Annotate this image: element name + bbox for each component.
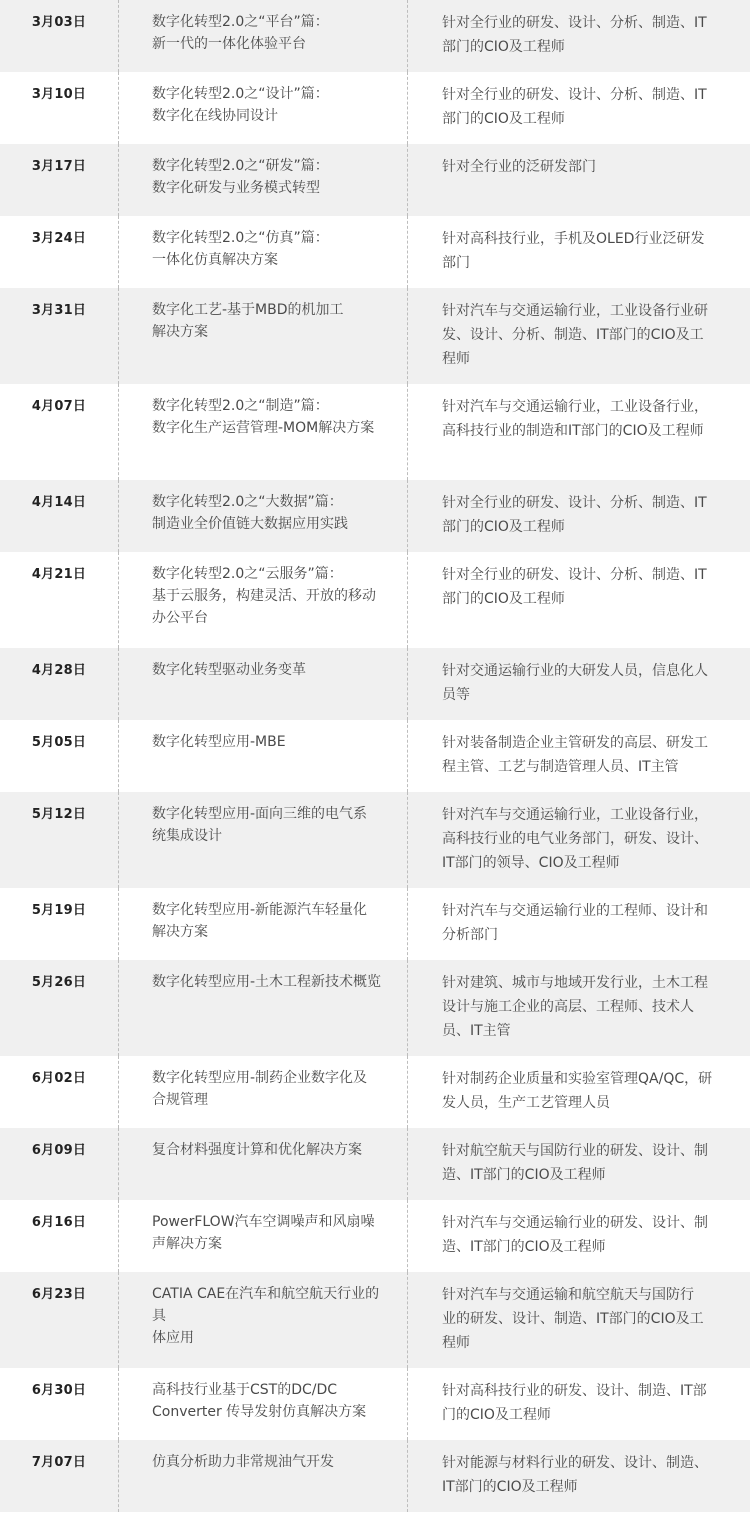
table-row (0, 288, 750, 384)
table-row (0, 1200, 750, 1272)
table-row (0, 648, 750, 720)
audience-cell: 针对汽车与交通运输行业，工业设备行业研 发、设计、分析、制造、IT部门的CIO及工 程师 (442, 303, 708, 367)
audience-cell: 针对汽车与交通运输行业的研发、设计、制 造、IT部门的CIO及工程师 (442, 1215, 708, 1255)
table-row (0, 0, 750, 72)
date-cell (0, 1056, 119, 1128)
topic-cell: 仿真分析助力非常规油气开发 (119, 1440, 408, 1512)
topic-cell: CATIA CAE在汽车和航空航天行业的具 体应用 (119, 1272, 408, 1368)
table-row (0, 384, 750, 480)
date-cell (0, 648, 119, 720)
table-row (0, 552, 750, 648)
topic-cell: 数字化转型2.0之“制造”篇： 数字化生产运营管理-MOM解决方案 (119, 384, 408, 480)
audience-cell: 针对汽车与交通运输行业的工程师、设计和 分析部门 (442, 903, 708, 943)
table-row (0, 1056, 750, 1128)
date-cell (0, 144, 119, 216)
topic-cell: 数字化转型应用-面向三维的电气系 统集成设计 (119, 792, 408, 888)
topic-cell: 复合材料强度计算和优化解决方案 (119, 1128, 408, 1200)
topic-cell: 数字化转型2.0之“仿真”篇： 一体化仿真解决方案 (119, 216, 408, 288)
date-cell (0, 480, 119, 552)
date-cell (0, 960, 119, 1056)
audience-cell: 针对制药企业质量和实验室管理QA/QC，研 发人员，生产工艺管理人员 (442, 1071, 713, 1111)
topic-cell: 数字化转型2.0之“平台”篇： 新一代的一体化体验平台 (119, 0, 408, 72)
audience-cell: 针对全行业的研发、设计、分析、制造、IT 部门的CIO及工程师 (442, 495, 707, 535)
audience-cell: 针对汽车与交通运输行业，工业设备行业， 高科技行业的电气业务部门，研发、设计、 IT部门的领导、CIO及工程师 (442, 807, 708, 871)
topic-cell: 数字化工艺-基于MBD的机加工 解决方案 (119, 288, 408, 384)
date-cell (0, 72, 119, 144)
date-text: 4月28日 (31, 663, 87, 678)
date-cell (0, 216, 119, 288)
table-row (0, 792, 750, 888)
table-row (0, 720, 750, 792)
date-cell (0, 1128, 119, 1200)
date-cell (0, 0, 119, 72)
date-cell (0, 288, 119, 384)
date-text: 7月07日 (31, 1455, 87, 1470)
topic-cell: 数字化转型应用-土木工程新技术概览 (119, 960, 408, 1056)
audience-cell: 针对全行业的泛研发部门 (442, 159, 596, 175)
date-text: 5月12日 (31, 807, 87, 822)
topic-cell: 数字化转型应用-新能源汽车轻量化 解决方案 (119, 888, 408, 960)
date-text: 6月23日 (31, 1287, 87, 1302)
table-row (0, 72, 750, 144)
audience-cell: 针对全行业的研发、设计、分析、制造、IT 部门的CIO及工程师 (442, 15, 707, 55)
topic-cell: PowerFLOW汽车空调噪声和风扇噪 声解决方案 (119, 1200, 408, 1272)
audience-cell: 针对高科技行业，手机及OLED行业泛研发 部门 (442, 231, 705, 271)
date-text: 6月02日 (31, 1071, 87, 1086)
audience-cell: 针对汽车与交通运输和航空航天与国防行 业的研发、设计、制造、IT部门的CIO及工 程师 (442, 1287, 704, 1351)
audience-cell: 针对汽车与交通运输行业，工业设备行业， 高科技行业的制造和IT部门的CIO及工程师 (442, 399, 708, 439)
date-text: 4月14日 (31, 495, 87, 510)
table-row (0, 960, 750, 1056)
topic-cell: 数字化转型驱动业务变革 (119, 648, 408, 720)
topic-cell: 数字化转型2.0之“研发”篇： 数字化研发与业务模式转型 (119, 144, 408, 216)
date-cell (0, 1272, 119, 1368)
audience-cell: 针对建筑、城市与地域开发行业，土木工程 设计与施工企业的高层、工程师、技术人 员、IT主管 (442, 975, 708, 1039)
date-text: 3月31日 (31, 303, 87, 318)
date-cell (0, 792, 119, 888)
table-row (0, 1272, 750, 1368)
audience-cell: 针对能源与材料行业的研发、设计、制造、 IT部门的CIO及工程师 (442, 1455, 708, 1495)
audience-cell: 针对全行业的研发、设计、分析、制造、IT 部门的CIO及工程师 (442, 567, 707, 607)
date-text: 5月19日 (31, 903, 87, 918)
date-text: 6月16日 (31, 1215, 87, 1230)
date-cell (0, 1440, 119, 1512)
date-cell (0, 552, 119, 648)
date-text: 5月26日 (31, 975, 87, 990)
date-cell (0, 1368, 119, 1440)
audience-cell: 针对交通运输行业的大研发人员，信息化人 员等 (442, 663, 708, 703)
date-text: 6月09日 (31, 1143, 87, 1158)
date-cell (0, 384, 119, 480)
table-row (0, 1440, 750, 1512)
date-cell (0, 720, 119, 792)
table-row (0, 216, 750, 288)
date-text: 3月17日 (31, 159, 87, 174)
topic-cell: 数字化转型2.0之“设计”篇： 数字化在线协同设计 (119, 72, 408, 144)
topic-cell: 数字化转型应用-MBE (119, 720, 408, 792)
date-text: 4月21日 (31, 567, 87, 582)
date-cell (0, 888, 119, 960)
table-row (0, 1368, 750, 1440)
date-cell (0, 1200, 119, 1272)
topic-cell: 高科技行业基于CST的DC/DC Converter 传导发射仿真解决方案 (119, 1368, 408, 1440)
topic-cell: 数字化转型应用-制药企业数字化及 合规管理 (119, 1056, 408, 1128)
date-text: 5月05日 (31, 735, 87, 750)
table-row (0, 144, 750, 216)
date-text: 4月07日 (31, 399, 87, 414)
table-row (0, 480, 750, 552)
audience-cell: 针对高科技行业的研发、设计、制造、IT部 门的CIO及工程师 (442, 1383, 707, 1423)
date-text: 3月10日 (31, 87, 87, 102)
topic-cell: 数字化转型2.0之“云服务”篇： 基于云服务，构建灵活、开放的移动 办公平台 (119, 552, 408, 648)
table-row (0, 1128, 750, 1200)
table-row (0, 888, 750, 960)
audience-cell: 针对全行业的研发、设计、分析、制造、IT 部门的CIO及工程师 (442, 87, 707, 127)
audience-cell: 针对装备制造企业主管研发的高层、研发工 程主管、工艺与制造管理人员、IT主管 (442, 735, 708, 775)
audience-cell: 针对航空航天与国防行业的研发、设计、制 造、IT部门的CIO及工程师 (442, 1143, 708, 1183)
date-text: 3月03日 (31, 15, 87, 30)
date-text: 3月24日 (31, 231, 87, 246)
date-text: 6月30日 (31, 1383, 87, 1398)
topic-cell: 数字化转型2.0之“大数据”篇： 制造业全价值链大数据应用实践 (119, 480, 408, 552)
